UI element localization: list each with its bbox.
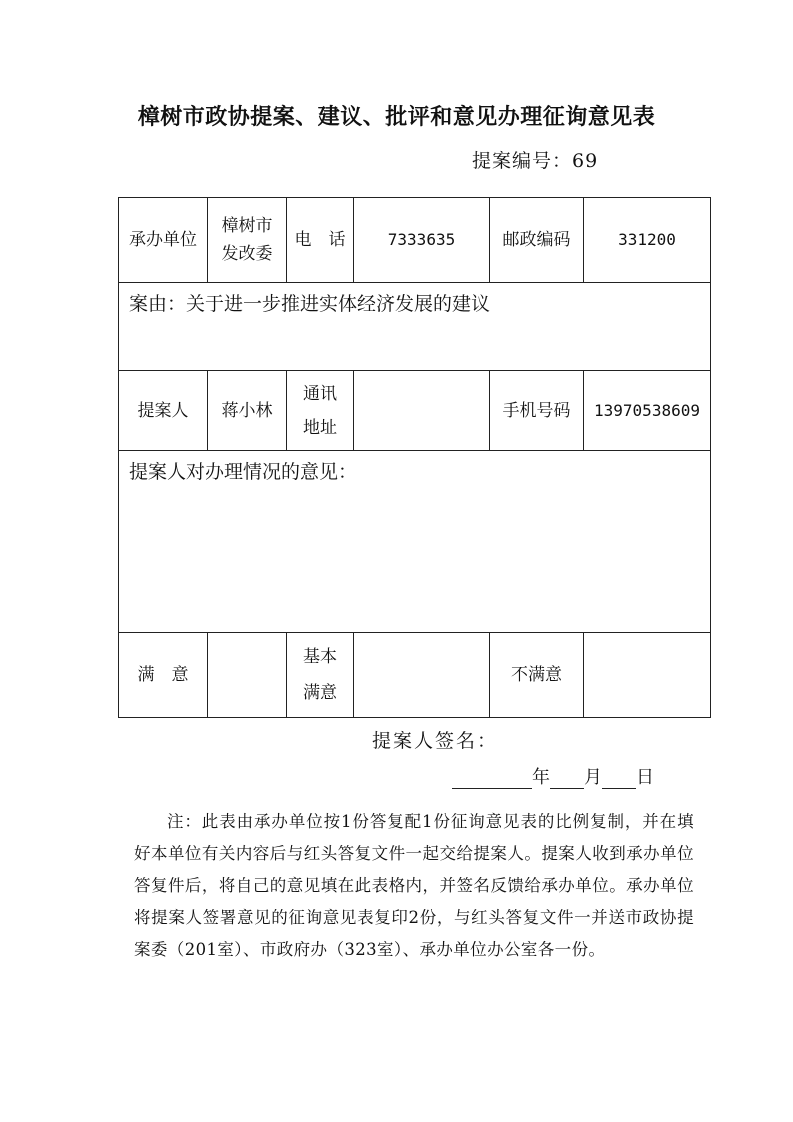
basic-satisfied-label bbox=[287, 633, 354, 718]
proposer-label: 提案人 bbox=[119, 371, 208, 451]
postcode-value[interactable]: 331200 bbox=[584, 198, 711, 283]
date-line bbox=[452, 763, 654, 789]
row-satisfaction bbox=[119, 633, 711, 718]
postcode-label: 邮政编码 bbox=[490, 198, 584, 283]
opinion-cell[interactable] bbox=[119, 451, 711, 633]
phone-value[interactable]: 7333635 bbox=[354, 198, 490, 283]
opinion-form-table bbox=[118, 197, 710, 718]
proposal-number-label: 提案编号： bbox=[472, 150, 573, 172]
note-paragraph: 注：此表由承办单位按1份答复配1份征询意见表的比例复制，并在填好本单位有关内容后与红头答复文件一起交给提案人。提案人收到承办单位答复件后，将自己的意见填在此表格内，并签名反馈给承办单位。承办单位将提案人签署意见的征询意见表复印2份，与红头答复文件一并送市政协提案委（201室）、市政府办（323室）、承办单位办公室各一份。 bbox=[134, 812, 694, 959]
row-proposer bbox=[119, 371, 711, 451]
row-case bbox=[119, 283, 711, 371]
proposer-value[interactable]: 蒋小林 bbox=[208, 371, 287, 451]
satisfied-checkbox-cell[interactable] bbox=[208, 633, 287, 718]
address-label-text: 通讯地址 bbox=[303, 383, 337, 438]
address-label bbox=[287, 371, 354, 451]
mobile-value[interactable]: 13970538609 bbox=[584, 371, 711, 451]
phone-label: 电 话 bbox=[287, 198, 354, 283]
case-value: 关于进一步推进实体经济发展的建议 bbox=[186, 293, 491, 315]
unsatisfied-label: 不满意 bbox=[490, 633, 584, 718]
address-value[interactable] bbox=[354, 371, 490, 451]
case-cell[interactable] bbox=[119, 283, 711, 371]
month-blank[interactable] bbox=[550, 770, 584, 789]
unsatisfied-checkbox-cell[interactable] bbox=[584, 633, 711, 718]
day-blank[interactable] bbox=[602, 770, 636, 789]
signature-label: 提案人签名： bbox=[372, 730, 499, 752]
unit-value-text: 樟树市发改委 bbox=[221, 216, 273, 264]
proposal-number bbox=[472, 146, 598, 173]
year-blank[interactable] bbox=[452, 770, 532, 789]
basic-satisfied-text: 基本满意 bbox=[303, 647, 337, 703]
signature-line bbox=[372, 726, 498, 753]
opinion-label: 提案人对办理情况的意见： bbox=[129, 461, 358, 483]
month-label: 月 bbox=[584, 767, 602, 788]
proposal-number-value: 69 bbox=[572, 150, 599, 172]
form-title: 樟树市政协提案、建议、批评和意见办理征询意见表 bbox=[137, 104, 656, 130]
basic-satisfied-checkbox-cell[interactable] bbox=[354, 633, 490, 718]
row-opinion bbox=[119, 451, 711, 633]
day-label: 日 bbox=[636, 767, 654, 788]
satisfied-label: 满 意 bbox=[119, 633, 208, 718]
mobile-label: 手机号码 bbox=[490, 371, 584, 451]
case-label: 案由： bbox=[129, 293, 187, 315]
row-unit bbox=[119, 198, 711, 283]
unit-value[interactable] bbox=[208, 198, 287, 283]
unit-label: 承办单位 bbox=[119, 198, 208, 283]
year-label: 年 bbox=[532, 767, 550, 788]
